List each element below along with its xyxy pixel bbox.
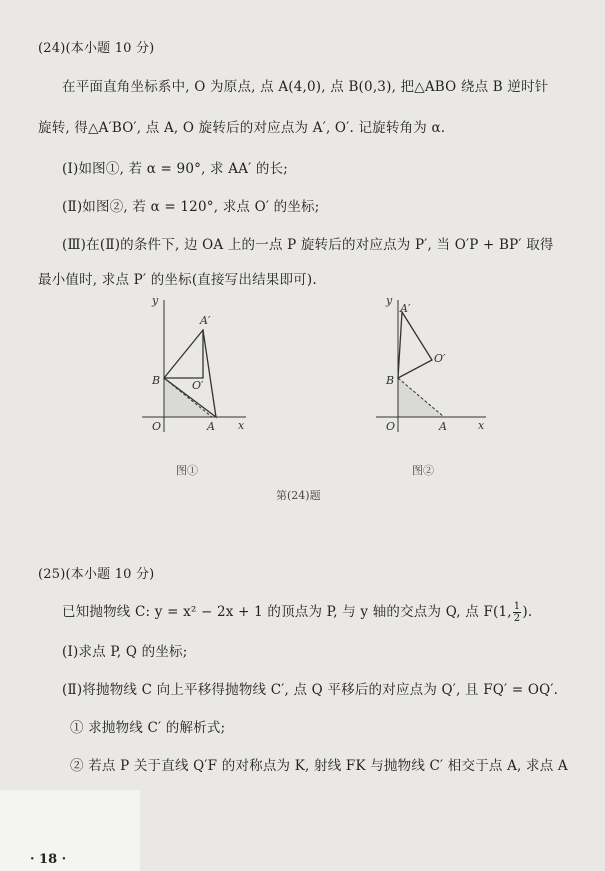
q25-part2: (Ⅱ)将抛物线 C 向上平移得抛物线 C′, 点 Q 平移后的对应点为 Q′, 且 FQ′ = OQ′. [62, 682, 559, 698]
page-number: · 18 · [30, 852, 67, 867]
q25-intro-end: ). [522, 604, 533, 620]
figure-2-caption: 图② [412, 464, 434, 477]
q25-intro [62, 600, 532, 624]
fig2-label-A: A [439, 420, 447, 433]
fig2-label-x: x [478, 419, 485, 432]
q24-part3-line1: (Ⅲ)在(Ⅱ)的条件下, 边 OA 上的一点 P 旋转后的对应点为 P′, 当 O′P + BP′ 取得 [62, 237, 554, 253]
q25-fraction [513, 601, 522, 624]
q24-header: (24)(本小题 10 分) [38, 41, 155, 56]
fraction-denominator: 2 [513, 613, 521, 624]
fig2-label-O: O [386, 420, 396, 433]
figure-1-caption: 图① [176, 464, 198, 477]
q24-intro-line2: 旋转, 得△A′BO′, 点 A, O 旋转后的对应点为 A′, O′. 记旋转角为 α. [38, 120, 446, 136]
rotated-triangle [398, 312, 432, 378]
q25-header: (25)(本小题 10 分) [38, 567, 155, 582]
fig1-label-x: x [238, 419, 245, 432]
q25-intro-text: 已知抛物线 C: y = x² − 2x + 1 的顶点为 P, 与 y 轴的交点为 Q, 点 F(1, [62, 604, 512, 620]
fig1-label-y: y [152, 294, 159, 307]
figure-title: 第(24)题 [276, 489, 321, 502]
fig2-label-y: y [386, 294, 393, 307]
fig1-label-O: O [152, 420, 162, 433]
fig1-label-A: A [207, 420, 215, 433]
q25-sub2-line1: ② 若点 P 关于直线 Q′F 的对称点为 K, 射线 FK 与抛物线 C′ 相交于点 A, 求点 A [70, 758, 568, 774]
fig1-label-A-prime: A′ [200, 314, 211, 327]
q24-part1: (Ⅰ)如图①, 若 α = 90°, 求 AA′ 的长; [62, 161, 289, 177]
fig2-label-O-prime: O′ [434, 352, 446, 365]
page-corner-shade [0, 790, 140, 871]
q24-part3-line2: 最小值时, 求点 P′ 的坐标(直接写出结果即可). [38, 272, 317, 288]
fraction-numerator: 1 [513, 601, 521, 612]
q24-part2: (Ⅱ)如图②, 若 α = 120°, 求点 O′ 的坐标; [62, 199, 320, 215]
figure-2 [360, 292, 500, 446]
fig2-label-B: B [386, 374, 395, 387]
q25-sub1: ① 求抛物线 C′ 的解析式; [70, 720, 226, 736]
fig1-label-O-prime: O′ [192, 379, 204, 392]
fig2-label-A-prime: A′ [400, 302, 411, 315]
q25-part1: (Ⅰ)求点 P, Q 的坐标; [62, 644, 188, 660]
figure-1 [120, 292, 260, 446]
fig1-label-B: B [152, 374, 161, 387]
q24-intro-line1: 在平面直角坐标系中, O 为原点, 点 A(4,0), 点 B(0,3), 把△ABO 绕点 B 逆时针 [62, 79, 549, 95]
